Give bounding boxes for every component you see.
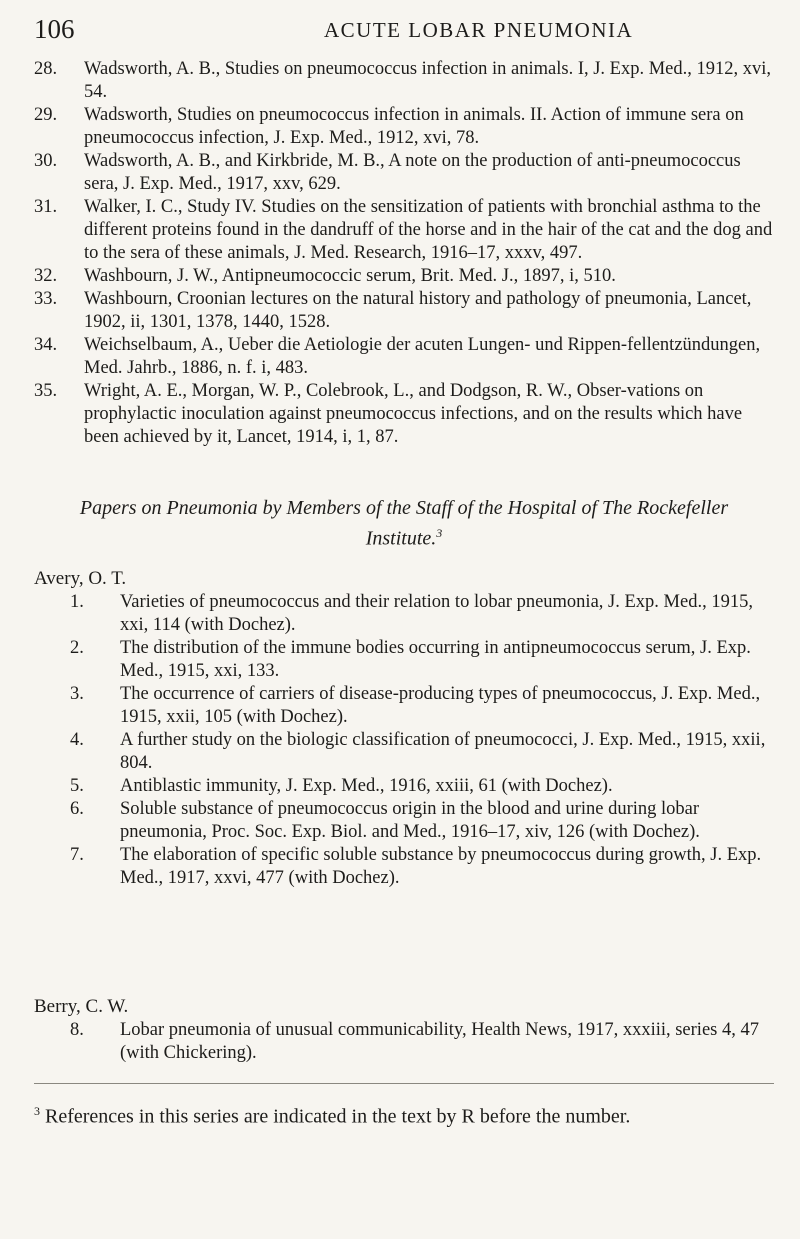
paper-text: A further study on the biologic classification of pneumococci, J. Exp. Med., 1915, xxii, 804.	[120, 730, 766, 773]
reference-item	[34, 196, 774, 265]
paper-text: The occurrence of carriers of disease-producing types of pneumococcus, J. Exp. Med., 1915, xxii, 105 (with Dochez).	[120, 684, 761, 727]
reference-item	[34, 150, 774, 196]
paper-text: Antiblastic immunity, J. Exp. Med., 1916, xxiii, 61 (with Dochez).	[120, 776, 613, 796]
reference-item	[34, 104, 774, 150]
reference-text: Wright, A. E., Morgan, W. P., Colebrook, L., and Dodgson, R. W., Obser-vations on prophylactic inoculation against pneumococcus infections, and on the results which have been achieved by it, Lancet, 1914, i, 1, 87.	[84, 381, 743, 447]
paper-item	[70, 775, 774, 798]
reference-text: Walker, I. C., Study IV. Studies on the sensitization of patients with bronchial asthma to the different proteins found in the dandruff of the horse and in the hair of the cat and the dog and to the sera of these animals, J. Med. Research, 1916–17, xxxv, 497.	[84, 197, 773, 263]
author-group-berry	[34, 995, 774, 1065]
reference-text: Wadsworth, Studies on pneumococcus infection in animals. II. Action of immune sera on pneumococcus infection, J. Exp. Med., 1912, xvi, 78.	[84, 105, 744, 148]
reference-item	[34, 334, 774, 380]
reference-text: Washbourn, Croonian lectures on the natural history and pathology of pneumonia, Lancet, 1902, ii, 1301, 1378, 1440, 1528.	[84, 289, 752, 332]
reference-item	[34, 58, 774, 104]
paper-item	[70, 844, 774, 890]
paper-item	[70, 1019, 774, 1065]
reference-list	[34, 58, 774, 449]
reference-text: Wadsworth, A. B., Studies on pneumococcus infection in animals. I, J. Exp. Med., 1912, xvi, 54.	[84, 59, 772, 102]
footnote	[34, 1098, 774, 1130]
paper-number: 1.	[70, 592, 84, 612]
reference-text: Washbourn, J. W., Antipneumococcic serum, Brit. Med. J., 1897, i, 510.	[84, 266, 616, 286]
reference-number: 29.	[34, 105, 58, 125]
reference-number: 33.	[34, 289, 58, 309]
reference-number: 32.	[34, 266, 58, 286]
footnote-marker: 3	[436, 526, 443, 540]
reference-number: 31.	[34, 197, 58, 217]
paper-number: 4.	[70, 730, 84, 750]
paper-number: 6.	[70, 799, 84, 819]
page-number: 106	[34, 14, 75, 44]
author-name: Avery, O. T.	[34, 568, 127, 589]
paper-number: 2.	[70, 638, 84, 658]
paper-item	[70, 637, 774, 683]
paper-number: 5.	[70, 776, 84, 796]
paper-number: 7.	[70, 845, 84, 865]
footnote-divider	[34, 1083, 774, 1084]
reference-text: Weichselbaum, A., Ueber die Aetiologie der acuten Lungen- und Rippen-fellentzündungen, Med. Jahrb., 1886, n. f. i, 483.	[84, 335, 761, 378]
paper-item	[70, 683, 774, 729]
author-group-avery	[34, 567, 774, 890]
reference-item	[34, 288, 774, 334]
paper-item	[70, 798, 774, 844]
reference-item	[34, 380, 774, 449]
reference-number: 30.	[34, 151, 58, 171]
reference-number: 35.	[34, 381, 58, 401]
paper-text: The distribution of the immune bodies occurring in antipneumococcus serum, J. Exp. Med., 1915, xxi, 133.	[120, 638, 751, 681]
paper-text: Soluble substance of pneumococcus origin in the blood and urine during lobar pneumonia, Proc. Soc. Exp. Biol. and Med., 1916–17, xiv, 126 (with Dochez).	[120, 799, 700, 842]
footnote-number: 3	[34, 1104, 40, 1118]
paper-text: Varieties of pneumococcus and their relation to lobar pneumonia, J. Exp. Med., 1915, xxi, 114 (with Dochez).	[120, 592, 753, 635]
section-title-line2: Institute.	[365, 527, 437, 550]
reference-text: Wadsworth, A. B., and Kirkbride, M. B., A note on the production of anti-pneumococcus sera, J. Exp. Med., 1917, xxv, 629.	[84, 151, 741, 194]
running-head: ACUTE LOBAR PNEUMONIA	[324, 18, 634, 42]
paper-number: 8.	[70, 1020, 84, 1040]
paper-number: 3.	[70, 684, 84, 704]
paper-text: Lobar pneumonia of unusual communicability, Health News, 1917, xxxiii, series 4, 47 (with Chickering).	[120, 1020, 759, 1063]
page-header	[34, 14, 774, 54]
reference-number: 34.	[34, 335, 58, 355]
paper-item	[70, 729, 774, 775]
section-title	[34, 496, 774, 552]
author-name: Berry, C. W.	[34, 996, 129, 1017]
paper-item	[70, 591, 774, 637]
section-title-line1: Papers on Pneumonia by Members of the Staff of the Hospital of The Rockefeller	[79, 497, 729, 519]
reference-item	[34, 265, 774, 288]
reference-number: 28.	[34, 59, 58, 79]
paper-text: The elaboration of specific soluble substance by pneumococcus during growth, J. Exp. Med., 1917, xxvi, 477 (with Dochez).	[120, 845, 762, 888]
footnote-text: References in this series are indicated in the text by R before the number.	[45, 1105, 631, 1128]
